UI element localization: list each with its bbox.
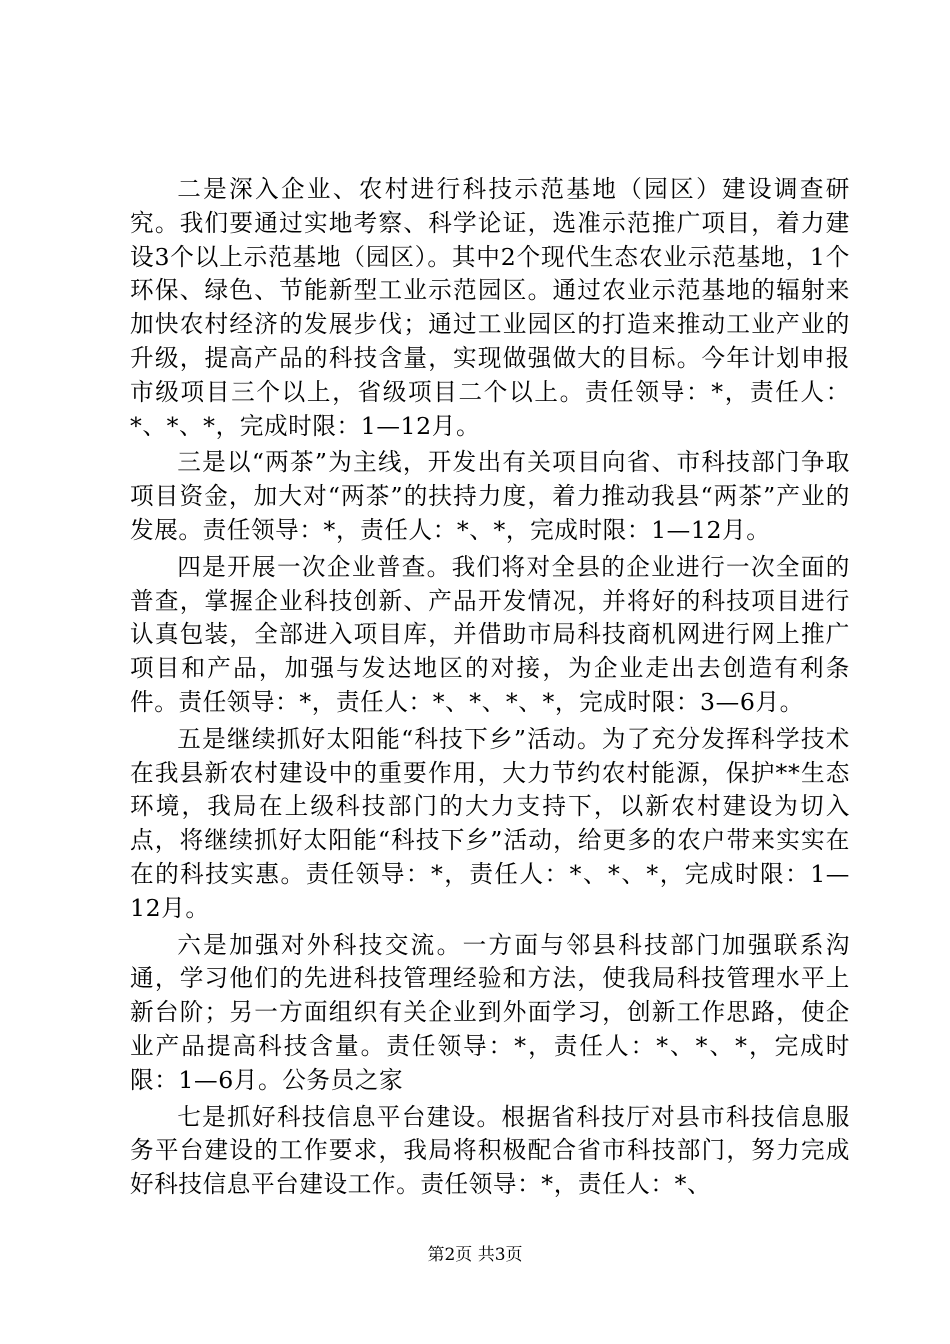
paragraph-4: 四是开展一次企业普查。我们将对全县的企业进行一次全面的普查，掌握企业科技创新、产品开发情况，并将好的科技项目进行认真包装，全部进入项目库，并借助市局科技商机网进行网上推广项目和产品，加强与发达地区的对接，为企业走出去创造有利条件。责任领导：*，责任人：*、*、*、*，完成时限：3—6月。 <box>130 552 850 716</box>
document-body <box>130 173 850 1202</box>
paragraph-3: 三是以“两茶”为主线，开发出有关项目向省、市科技部门争取项目资金，加大对“两茶”的扶持力度，着力推动我县“两茶”产业的发展。责任领导：*，责任人：*、*，完成时限：1—12月。 <box>130 448 850 544</box>
paragraph-7: 七是抓好科技信息平台建设。根据省科技厅对县市科技信息服务平台建设的工作要求，我局将积极配合省市科技部门，努力完成好科技信息平台建设工作。责任领导：*，责任人：*、 <box>130 1102 850 1199</box>
paragraph-5: 五是继续抓好太阳能“科技下乡”活动。为了充分发挥科学技术在我县新农村建设中的重要作用，大力节约农村能源，保护**生态环境，我局在上级科技部门的大力支持下，以新农村建设为切入点，将继续抓好太阳能“科技下乡”活动，给更多的农户带来实实在在的科技实惠。责任领导：*，责任人：*、*、*，完成时限：1—12月。 <box>130 724 850 922</box>
paragraph-6: 六是加强对外科技交流。一方面与邻县科技部门加强联系沟通，学习他们的先进科技管理经验和方法，使我局科技管理水平上新台阶；另一方面组织有关企业到外面学习，创新工作思路，使企业产品提高科技含量。责任领导：*，责任人：*、*、*，完成时限：1—6月。公务员之家 <box>130 930 850 1094</box>
page-footer: 第2页 共3页 <box>427 1245 523 1265</box>
paragraph-2: 二是深入企业、农村进行科技示范基地（园区）建设调查研究。我们要通过实地考察、科学论证，选准示范推广项目，着力建设3个以上示范基地（园区）。其中2个现代生态农业示范基地，1个环保、绿色、节能新型工业示范园区。通过农业示范基地的辐射来加快农村经济的发展步伐；通过工业园区的打造来推动工业产业的升级，提高产品的科技含量，实现做强做大的目标。今年计划申报市级项目三个以上，省级项目二个以上。责任领导：*，责任人：*、*、*，完成时限：1—12月。 <box>130 175 850 440</box>
